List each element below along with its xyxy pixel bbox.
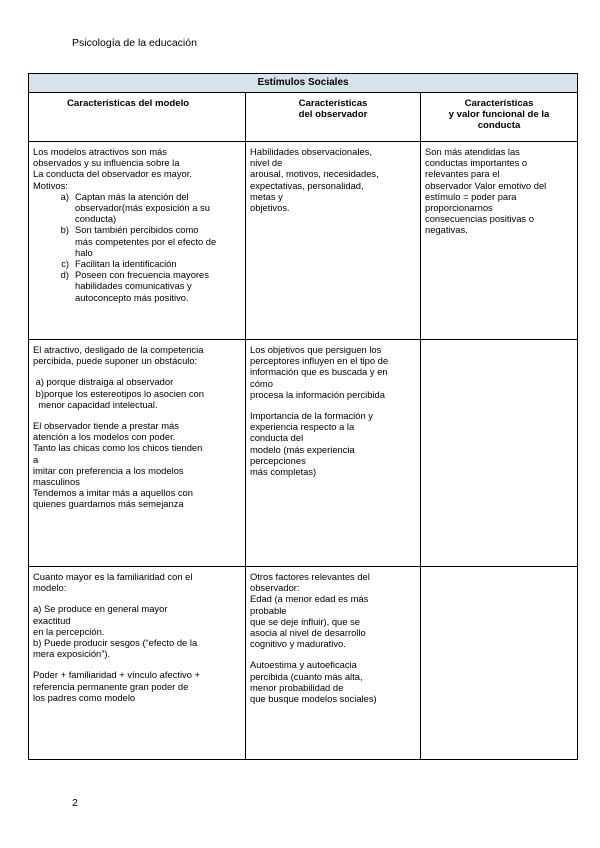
list-item: d) Poseen con frecuencia mayores habilidades comunicativas y autoconcepto más positivo. bbox=[60, 269, 209, 303]
table-title: Estímulos Sociales bbox=[29, 74, 578, 93]
cell-empty bbox=[421, 567, 578, 760]
table-row bbox=[29, 142, 578, 340]
cell-model-power: El atractivo, desligado de la competencia percibida, puede suponer un obstáculo: a) porque distraiga al observador b)porque los estereotipos lo asocien con menor capacidad intelectual. El observador tiende a prestar más atención a los modelos con poder. Tanto las chicas como los chicos tienden a imitar con preferencia a los modelos masculinos Tendemos a imitar más a aquellos con quienes guardamos más semejanza bbox=[29, 340, 246, 567]
table-row bbox=[29, 340, 578, 567]
cell-observer-skills: Habilidades observacionales, nivel de arousal, motivos, necesidades, expectativas, personalidad, metas y objetivos. bbox=[246, 142, 421, 340]
cell-observer-goals: Los objetivos que persiguen los perceptores influyen en el tipo de información que es buscada y en cómo procesa la información percibida Importancia de la formación y experiencia respecto a la conducta del modelo (más experiencia percepciones más completas) bbox=[246, 340, 421, 567]
cell-model-familiarity: Cuanto mayor es la familiaridad con el modelo: a) Se produce en general mayor exactitud en la percepción. b) Puede producir sesgos (“efecto de la mera exposición”). Poder + familiaridad + vínculo afectivo + referencia permanente gran poder de los padres como modelo bbox=[29, 567, 246, 760]
page-number: 2 bbox=[72, 797, 78, 809]
list-item: b) Son también percibidos como más competentes por el efecto de halo bbox=[60, 224, 217, 258]
list-item: a) Captan más la atención del observador(más exposición a su conducta) bbox=[60, 190, 210, 225]
column-header-observer: Características del observador bbox=[246, 93, 421, 142]
cell-functional-value: Son más atendidas las conductas importantes o relevantes para el observador Valor emotivo del estímulo = poder para proporcionarnos consecuencias positivas o negativas. bbox=[421, 142, 578, 340]
page-header: Psicología de la educación bbox=[72, 37, 197, 49]
motives-list bbox=[33, 191, 241, 303]
column-header-functional: Características y valor funcional de la conducta bbox=[421, 93, 578, 142]
social-stimuli-table bbox=[28, 73, 578, 760]
list-item: c) Facilitan la identificación bbox=[61, 258, 177, 270]
cell-model-attractive: Los modelos atractivos son más observados y su influencia sobre la La conducta del observador es mayor. Motivos: a) Captan más la atención del observador(más exposición a su conducta) b) Son también percibidos como más competentes por el efecto de halo c) Facilitan la identificación d) Poseen con frecuencia mayores habilidades comunicativas y autoconcepto más positivo. bbox=[29, 142, 246, 340]
cell-empty bbox=[421, 340, 578, 567]
column-header-model: Características del modelo bbox=[29, 93, 246, 142]
cell-observer-factors: Otros factores relevantes del observador: Edad (a menor edad es más probable que se deje influir), que se asocia al nivel de desarrollo cognitivo y madurativo. Autoestima y autoeficacia percibida (cuanto más alta, menor probabilidad de que busque modelos sociales) bbox=[246, 567, 421, 760]
table-row bbox=[29, 567, 578, 760]
